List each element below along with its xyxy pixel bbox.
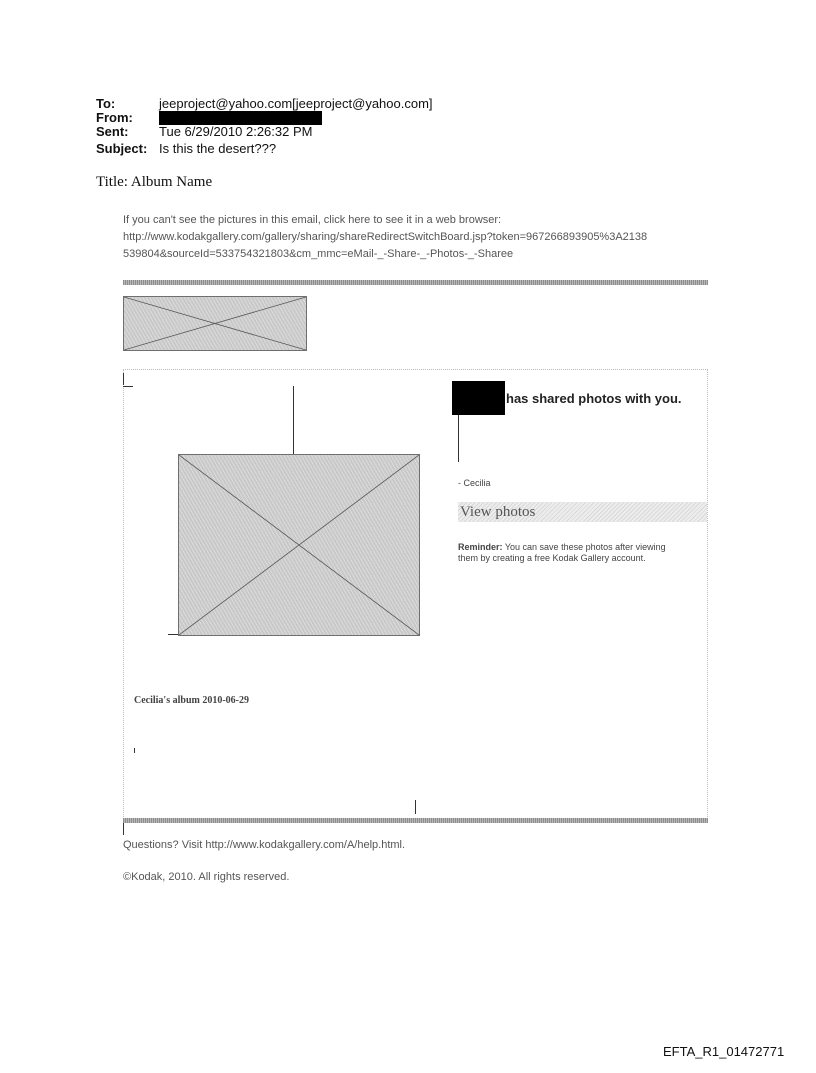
from-label: From: [96, 110, 133, 125]
broken-image-icon [124, 297, 306, 350]
mark-line [123, 823, 124, 835]
intro-block [123, 212, 723, 263]
view-photos-button[interactable]: View photos [458, 502, 707, 522]
copyright: ©Kodak, 2010. All rights reserved. [123, 871, 290, 883]
help-link[interactable]: Questions? Visit http://www.kodakgallery.com/A/help.html. [123, 839, 406, 851]
sender-redaction [452, 381, 505, 415]
intro-text: If you can't see the pictures in this email, click here to see it in a web browser: [123, 214, 502, 226]
to-value: jeeproject@yahoo.com[jeeproject@yahoo.com] [159, 96, 433, 111]
subject-value: Is this the desert??? [159, 141, 277, 156]
sent-label: Sent: [96, 124, 129, 139]
mark-line [168, 634, 178, 635]
bottom-divider [123, 818, 708, 823]
subject-label: Subject: [96, 141, 148, 156]
mark-line [415, 800, 416, 814]
title-line: Title: Album Name [96, 174, 213, 190]
document-id: EFTA_R1_01472771 [663, 1044, 785, 1059]
signature: - Cecilia [458, 478, 491, 488]
album-caption: Cecilia's album 2010-06-29 [134, 695, 249, 706]
reminder-text [458, 542, 708, 564]
browser-link-line2[interactable]: 539804&sourceId=533754321803&cm_mmc=eMail-_-Share-_-Photos-_-Sharee [123, 248, 514, 260]
top-divider [123, 280, 708, 285]
to-label: To: [96, 96, 116, 111]
logo-image-placeholder [123, 296, 307, 351]
browser-link-line1[interactable]: http://www.kodakgallery.com/gallery/sharing/shareRedirectSwitchBoard.jsp?token=967266893905%3A2138 [123, 231, 648, 243]
broken-image-icon [179, 455, 419, 635]
subject-row [96, 142, 276, 156]
sent-value: Tue 6/29/2010 2:26:32 PM [159, 124, 313, 139]
reminder-label: Reminder: [458, 542, 503, 552]
shared-heading: has shared photos with you. [506, 391, 682, 406]
to-row [96, 97, 433, 111]
mark-line [134, 748, 135, 753]
mark-line [123, 386, 133, 387]
mark-line [458, 415, 459, 462]
from-redaction [159, 111, 322, 125]
reminder-line1: You can save these photos after viewing [502, 542, 666, 552]
sent-row [96, 125, 312, 139]
mark-line [293, 386, 294, 454]
from-row [96, 111, 322, 125]
photo-placeholder[interactable] [178, 454, 420, 636]
mark-line [123, 373, 124, 385]
reminder-line2: them by creating a free Kodak Gallery account. [458, 553, 646, 563]
